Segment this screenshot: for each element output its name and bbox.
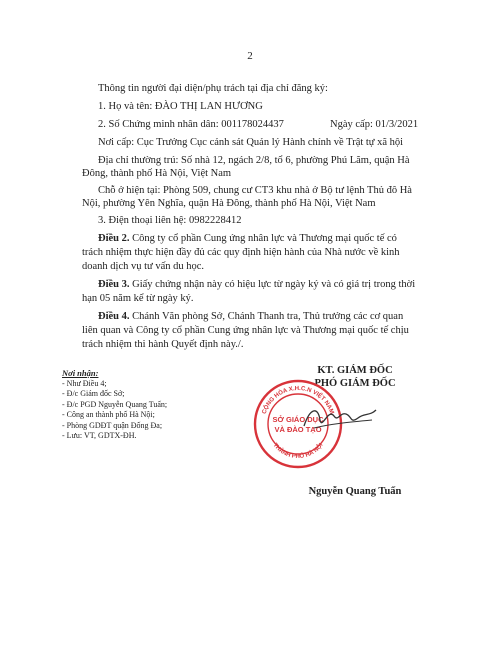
id-number-line: 2. Số Chứng minh nhân dân: 001178024437 (98, 119, 284, 130)
article-4-title: Điều 4. (98, 311, 130, 322)
article-2-line-1 (98, 232, 397, 245)
seal-center-text-1: SỞ GIÁO DỤC (272, 415, 324, 424)
recipient-item: - Đ/c PGD Nguyễn Quang Tuấn; (62, 399, 168, 409)
phone-line: 3. Điện thoại liên hệ: 0982228412 (98, 215, 242, 226)
signer-name: Nguyễn Quang Tuấn (308, 486, 402, 497)
seal-ring-top-text: CỘNG HÒA X.H.C.N VIỆT NAM (261, 385, 335, 415)
recipient-item: - Như Điều 4; (62, 378, 107, 388)
article-4-line-2: liên quan và Công ty cổ phần Cung ứng nhân lực và Thương mại quốc tế chịu (82, 325, 409, 336)
recipient-item: - Phòng GDĐT quận Đống Đa; (62, 420, 163, 430)
article-2-title: Điều 2. (98, 233, 130, 244)
intro-line: Thông tin người đại diện/phụ trách tại địa chỉ đăng ký: (98, 83, 328, 94)
current-address-line-2: Nội, phường Yên Nghĩa, quận Hà Đông, thành phố Hà Nội, Việt Nam (82, 198, 376, 209)
article-3-text-1: Giấy chứng nhận này có hiệu lực từ ngày ký và có giá trị trong thời (129, 279, 416, 290)
permanent-address-line-2: Đông, thành phố Hà Nội, Việt Nam (82, 168, 232, 179)
full-name-line: 1. Họ và tên: ĐÀO THỊ LAN HƯƠNG (98, 101, 263, 112)
article-2-text-1: Công ty cổ phần Cung ứng nhân lực và Thương mại quốc tế có (129, 233, 397, 244)
recipients-block (62, 368, 167, 442)
article-2-line-3: doanh dịch vụ tư vấn du học. (82, 261, 205, 272)
id-issue-date: Ngày cấp: 01/3/2021 (330, 119, 419, 130)
signer-title-1: KT. GIÁM ĐỐC (317, 365, 393, 376)
issued-by-line: Nơi cấp: Cục Trưởng Cục cảnh sát Quản lý Hành chính về Trật tự xã hội (98, 137, 404, 148)
svg-text:THÀNH PHỐ HÀ NỘI (272, 442, 325, 460)
article-3-line-1 (98, 278, 415, 291)
article-4-line-1 (98, 310, 403, 323)
current-address-line-1: Chỗ ở hiện tại: Phòng 509, chung cư CT3 khu nhà ở Bộ tư lệnh Thủ đô Hà (98, 185, 412, 196)
recipient-item: - Lưu: VT, GDTX-ĐH. (62, 431, 137, 440)
article-2-line-2: trách nhiệm thực hiện đầy đủ các quy định hiện hành của Nhà nước về kinh (82, 247, 400, 258)
article-4-line-3: trách nhiệm thi hành Quyết định này./. (82, 339, 244, 350)
permanent-address-line-1: Địa chỉ thường trú: Số nhà 12, ngách 2/8, tổ 6, phường Phú Lãm, quận Hà (98, 155, 410, 166)
recipient-item: - Công an thành phố Hà Nội; (62, 410, 155, 419)
signer-title-2: PHÓ GIÁM ĐỐC (314, 378, 396, 389)
article-3-title: Điều 3. (98, 279, 130, 290)
article-4-text-1: Chánh Văn phòng Sở, Chánh Thanh tra, Thủ trưởng các cơ quan (129, 311, 404, 322)
recipient-item: - Đ/c Giám đốc Sở; (62, 389, 125, 398)
seal-ring-bottom-text: THÀNH PHỐ HÀ NỘI (271, 442, 325, 461)
seal-center-text-2: VÀ ĐÀO TẠO (274, 425, 322, 434)
page-number: 2 (247, 50, 253, 62)
article-3-line-2: hạn 05 năm kể từ ngày ký. (82, 293, 194, 304)
handwritten-signature-icon (300, 398, 380, 438)
recipients-heading: Nơi nhận: (62, 368, 99, 378)
